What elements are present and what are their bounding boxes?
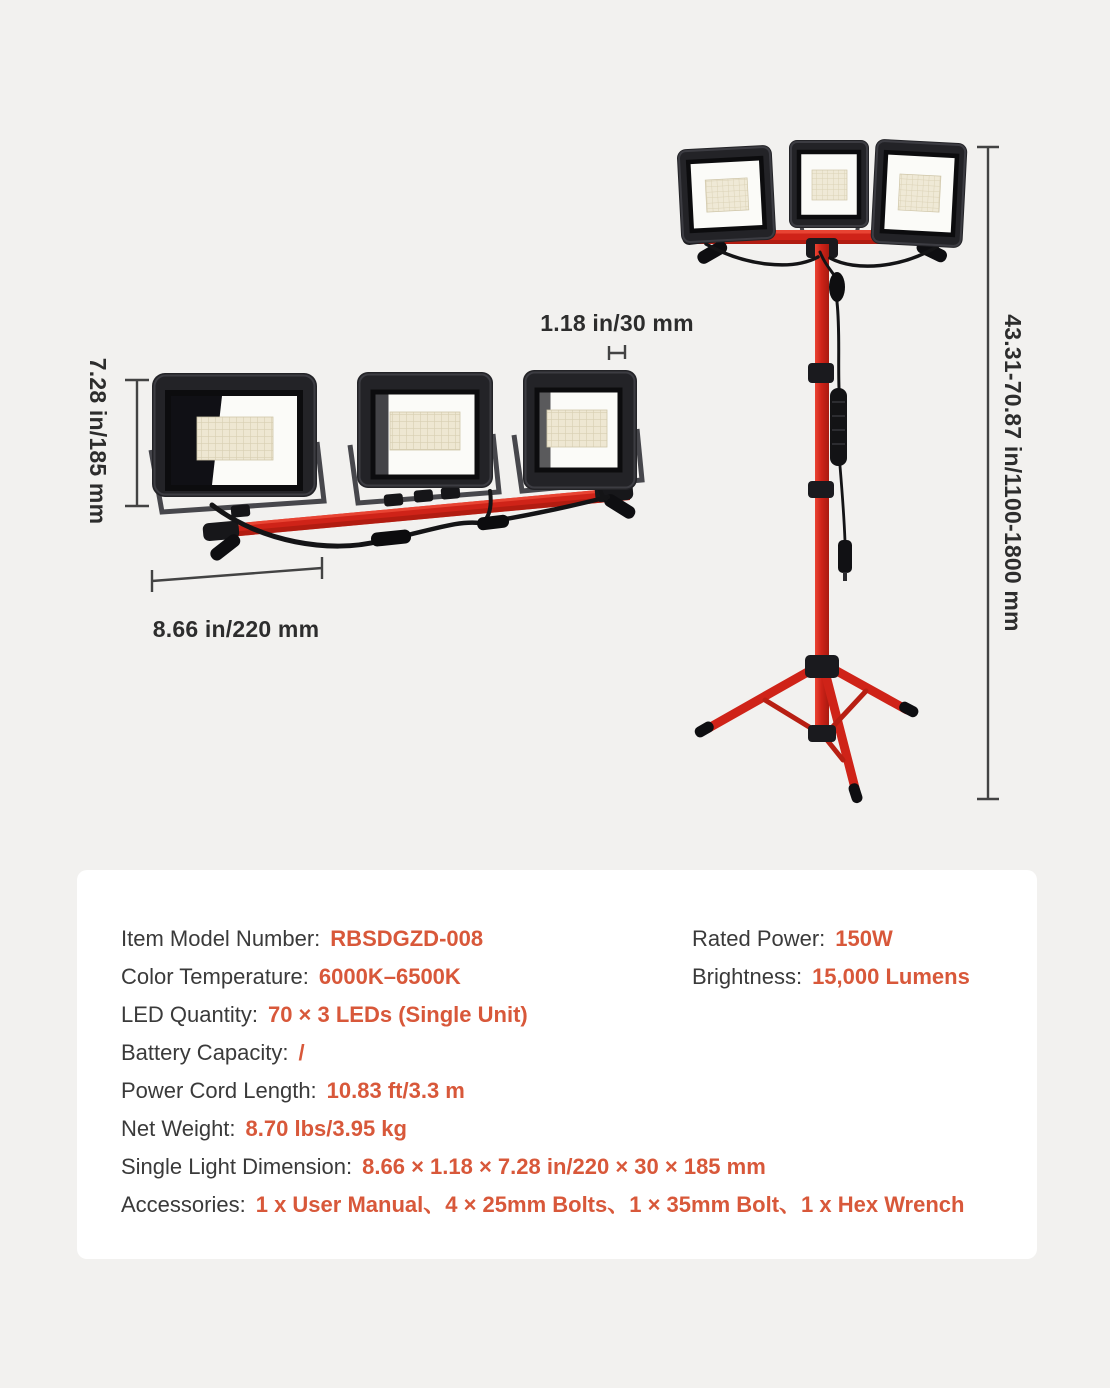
spec-value: 70 × 3 LEDs (Single Unit) [267,1002,528,1027]
tripod-work-light-view [677,139,1026,805]
spec-value: RBSDGZD-008 [330,926,484,951]
cord-coil [830,388,847,466]
spec-row-battery [121,1034,993,1072]
light-thickness-label: 1.18 in/30 mm [540,310,694,336]
tripod-floodlight-middle [789,140,869,228]
power-plug [838,540,852,581]
floodlight-trio-front-view [85,310,694,642]
tripod-legs [693,655,920,804]
pole-collar [808,363,834,383]
spec-value: 1 x User Manual、4 × 25mm Bolts、1 × 35mm Bolt、1 x Hex Wrench [255,1192,965,1217]
cable-connector [476,514,509,531]
tripod-floodlight-left [677,145,777,245]
spec-value: 10.83 ft/3.3 m [326,1078,465,1103]
inline-switch [829,272,845,302]
spec-label: Accessories: [121,1192,246,1217]
spec-row-net-weight [121,1110,993,1148]
spec-value: 6000K–6500K [318,964,461,989]
spec-value: 8.70 lbs/3.95 kg [245,1116,407,1141]
spec-row-color-temp [121,958,993,996]
pole-collar [808,481,834,498]
spec-value: 150W [835,926,893,951]
spec-label: Single Light Dimension: [121,1154,353,1179]
light-length-label: 8.66 in/220 mm [152,616,320,642]
spec-label: Brightness: [692,964,803,989]
spec-row-rated-power [692,920,893,958]
tripod-floodlight-right [870,139,967,249]
spec-row-model [121,920,993,958]
cable-connector [370,529,411,547]
light-height-label: 7.28 in/185 mm [85,357,111,525]
stand-height-label: 43.31-70.87 in/1100-1800 mm [1000,314,1026,632]
spec-label: Rated Power: [692,926,826,951]
spec-value: / [298,1040,305,1065]
spec-panel [77,870,1037,1259]
spec-label: Battery Capacity: [121,1040,289,1065]
spec-label: Power Cord Length: [121,1078,317,1103]
floodlight-middle [357,372,493,488]
dim-thickness-annotation [540,310,693,360]
spec-row-dimension [121,1148,993,1186]
spec-row-cord-length [121,1072,993,1110]
spec-row-brightness [692,958,970,996]
floodlight-left [152,373,317,497]
dim-stand-height-annotation [977,147,1026,799]
spec-label: Net Weight: [121,1116,236,1141]
spec-value: 15,000 Lumens [812,964,970,989]
spec-row-led-quantity [121,996,993,1034]
dim-length-annotation [152,557,322,642]
spec-label: Item Model Number: [121,926,321,951]
spec-value: 8.66 × 1.18 × 7.28 in/220 × 30 × 185 mm [362,1154,766,1179]
spec-label: Color Temperature: [121,964,309,989]
dim-height-annotation [85,358,149,524]
floodlight-right [523,370,637,490]
spec-row-accessories [121,1186,993,1224]
spec-label: LED Quantity: [121,1002,258,1027]
